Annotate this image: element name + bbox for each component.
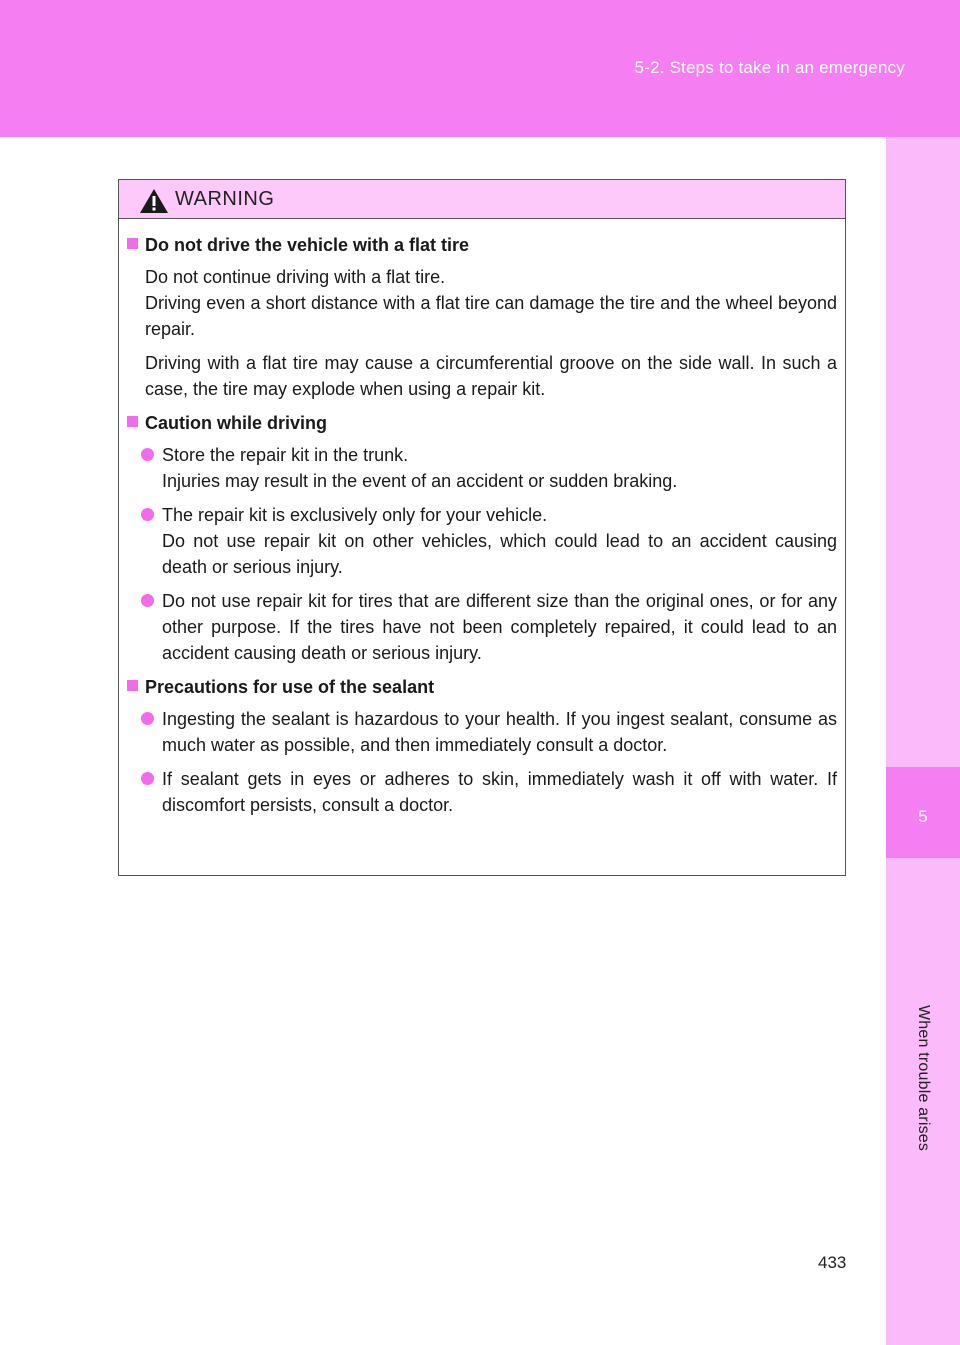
- chapter-side-tab: [886, 137, 960, 1345]
- section-heading: Caution while driving: [127, 410, 837, 436]
- list-item: Do not use repair kit for tires that are different size than the original ones, or for any other purpose. If the tires have not been completely repaired, it could lead to an accident causing death or serious injury.: [162, 588, 837, 666]
- circle-bullet-icon: [141, 594, 154, 607]
- square-bullet-icon: [127, 680, 138, 691]
- list-item: Store the repair kit in the trunk. Injuries may result in the event of an accident or sudden braking.: [162, 442, 837, 494]
- warning-icon: [139, 188, 169, 214]
- warning-label: WARNING: [175, 188, 275, 210]
- page-number: 433: [818, 1253, 847, 1272]
- chapter-number: 5: [918, 807, 928, 826]
- paragraph: Do not continue driving with a flat tire.: [145, 267, 446, 287]
- square-bullet-icon: [127, 238, 138, 249]
- list-item: Ingesting the sealant is hazardous to your health. If you ingest sealant, consume as much water as possible, and then immediately consult a doctor.: [162, 706, 837, 758]
- chapter-title: When trouble arises: [915, 1005, 932, 1152]
- circle-bullet-icon: [141, 508, 154, 521]
- page-header-bar: [0, 0, 960, 137]
- section-heading: Do not drive the vehicle with a flat tire: [127, 232, 837, 258]
- list-item: If sealant gets in eyes or adheres to skin, immediately wash it off with water. If discomfort persists, consult a doctor.: [162, 766, 837, 818]
- warning-content: [127, 232, 837, 826]
- circle-bullet-icon: [141, 448, 154, 461]
- list-item: The repair kit is exclusively only for your vehicle. Do not use repair kit on other vehicles, which could lead to an accident causing death or serious injury.: [162, 502, 837, 580]
- circle-bullet-icon: [141, 772, 154, 785]
- paragraph: Driving with a flat tire may cause a circumferential groove on the side wall. In such a case, the tire may explode when using a repair kit.: [145, 353, 837, 399]
- section-heading: Precautions for use of the sealant: [127, 674, 837, 700]
- warning-header: [119, 180, 845, 219]
- warning-box: [118, 179, 846, 876]
- circle-bullet-icon: [141, 712, 154, 725]
- paragraph: Driving even a short distance with a flat tire can damage the tire and the wheel beyond repair.: [145, 293, 837, 339]
- square-bullet-icon: [127, 416, 138, 427]
- section-title: 5-2. Steps to take in an emergency: [634, 58, 905, 77]
